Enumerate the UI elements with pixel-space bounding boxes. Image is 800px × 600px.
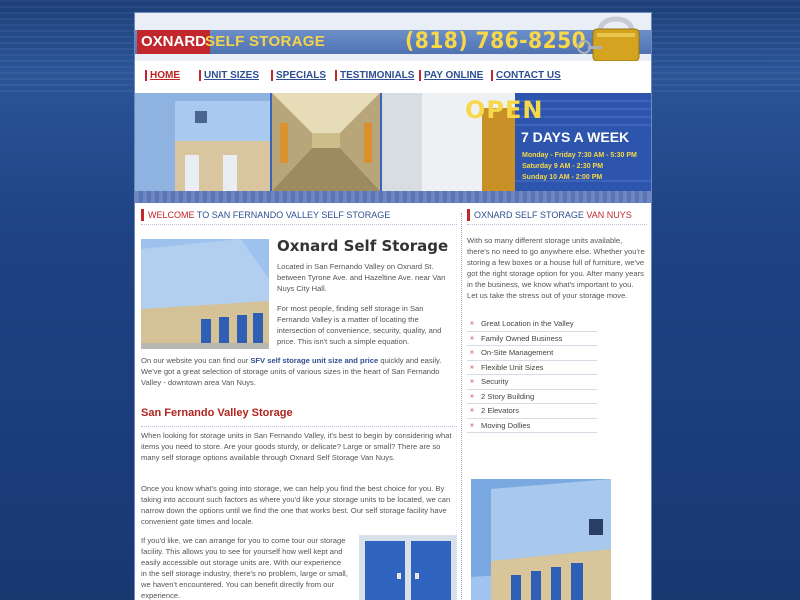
intro-paragraph-2: For most people, finding self storage in San Fernando Valley is a matter of locating the intersection of convenience, security, quality, and price. This isn't such a simple equation. xyxy=(277,304,442,346)
divider xyxy=(141,224,457,225)
column-divider xyxy=(461,213,462,600)
sidebar-heading-red: VAN NUYS xyxy=(586,210,632,220)
padlock-icon xyxy=(560,13,650,61)
nav-testimonials[interactable]: TESTIMONIALS xyxy=(335,70,414,81)
list-item: » Great Location in the Valley xyxy=(467,317,597,332)
doors-photo xyxy=(359,535,457,600)
sidebar xyxy=(467,209,647,600)
hours-sunday: Sunday 10 AM - 2:00 PM xyxy=(522,174,603,181)
nav-specials[interactable]: SPECIALS xyxy=(271,70,326,81)
list-item: » Family Owned Business xyxy=(467,332,597,347)
body-paragraph-2: Once you know what's going into storage, we can help you find the best choice for you. By taking into account such factors as where you'd like your storage units to be located, we can narrow down the options until we find the one that works best. Our self storage facility have convenient gate times and locale. xyxy=(141,484,451,526)
intro-paragraph-3 xyxy=(141,355,457,388)
hero-banner xyxy=(135,93,652,191)
body-paragraph-1: When looking for storage units in San Fernando Valley, it's best to begin by considering what items you need to store. Are your goods sturdy, or delicate? Large or small? There are so many self storage options available through Oxnard Self Storage Van Nuys. xyxy=(141,431,452,462)
list-item: » Security xyxy=(467,375,597,390)
nav-home[interactable]: HOME xyxy=(145,70,180,81)
sidebar-building-photo xyxy=(471,479,611,600)
hours-list xyxy=(522,150,637,183)
nav-unit-sizes[interactable]: UNIT SIZES xyxy=(199,70,259,81)
nav-pay-online[interactable]: PAY ONLINE xyxy=(419,70,483,81)
unit-size-price-link[interactable]: SFV self storage unit size and price xyxy=(250,356,379,365)
nav-contact-us[interactable]: CONTACT US xyxy=(491,70,561,81)
seven-days-label: 7 DAYS A WEEK xyxy=(521,129,630,145)
page-title: Oxnard Self Storage xyxy=(277,237,449,255)
main-column xyxy=(141,209,457,600)
hours-saturday: Saturday 9 AM - 2:30 PM xyxy=(522,163,604,170)
page-container xyxy=(134,12,652,600)
sidebar-heading-prefix: OXNARD SELF STORAGE xyxy=(474,210,584,220)
list-item: » 2 Elevators xyxy=(467,404,597,419)
sfv-storage-heading: San Fernando Valley Storage xyxy=(141,407,293,419)
list-item: » On-Site Management xyxy=(467,346,597,361)
logo-self-storage[interactable]: SELF STORAGE xyxy=(205,33,326,50)
logo-oxnard[interactable]: OXNARD xyxy=(137,30,210,54)
feature-list xyxy=(467,317,647,433)
body-paragraph-3: If you'd like, we can arrange for you to come tour our storage facility. This allows you to see for yourself how well kept and easily accessible out storage units are. With our experience in the self storage industry, there's no problem, large or small, we haven't encountered. You can benefit directly from our experience. xyxy=(141,536,348,600)
building-photo xyxy=(135,93,270,191)
sidebar-intro: With so many different storage units available, there's no need to go anywhere else. Whether you're storing a few boxes or a house full of furniture, we've got the right storage option for you. After many years in the business, we know what's important to you. Let us take the stress out of your storage move. xyxy=(467,236,645,300)
list-item: » 2 Story Building xyxy=(467,390,597,405)
phone-number: (818) 786-8250 xyxy=(405,29,587,54)
divider xyxy=(141,426,457,427)
open-label: OPEN xyxy=(465,96,544,124)
banner-strip xyxy=(135,191,652,203)
header xyxy=(135,13,652,61)
welcome-rest: TO SAN FERNANDO VALLEY SELF STORAGE xyxy=(196,210,391,220)
divider xyxy=(467,224,647,225)
facility-photo xyxy=(141,239,269,349)
list-item: » Flexible Unit Sizes xyxy=(467,361,597,376)
intro-3-post: quickly and easily. We've got a great selection of storage units of various sizes in the heart of San Fernando Valley - downtown area Van Nuys. xyxy=(141,356,442,387)
hallway-photo xyxy=(272,93,380,191)
intro-3-pre: On our website you can find our xyxy=(141,356,249,365)
sidebar-heading xyxy=(467,209,647,221)
hours-weekday: Monday - Friday 7:30 AM - 5:30 PM xyxy=(522,152,637,159)
intro-paragraph-1: Located in San Fernando Valley on Oxnard St. between Tyrone Ave. and Hazeltine Ave. near Van Nuys City Hall. xyxy=(277,262,446,293)
welcome-prefix: WELCOME xyxy=(148,210,195,220)
main-nav xyxy=(135,61,652,91)
list-item: » Moving Dollies xyxy=(467,419,597,434)
welcome-heading xyxy=(141,209,457,221)
